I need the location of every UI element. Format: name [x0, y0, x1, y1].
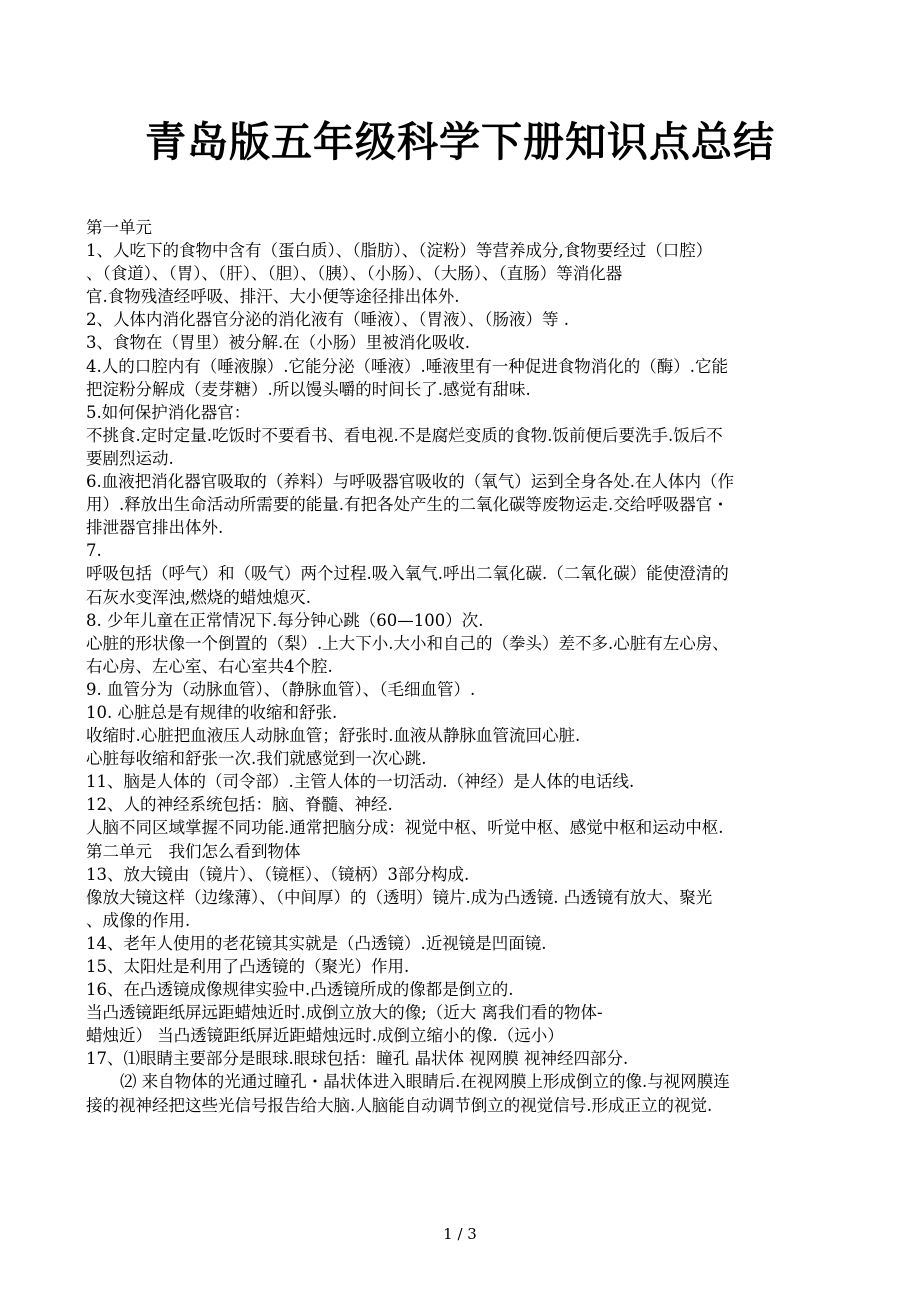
text-line: 收缩时.心脏把血液压人动脉血管；舒张时.血液从静脉血管流回心脏. — [86, 726, 581, 746]
text-line: 人脑不同区域掌握不同功能.通常把脑分成：视觉中枢、听觉中枢、感觉中枢和运动中枢. — [86, 818, 724, 838]
text-line: 接的视神经把这些光信号报告给大脑.人脑能自动调节倒立的视觉信号.形成正立的视觉. — [86, 1095, 713, 1115]
text-line: 官.食物残渣经呼吸、排汗、大小便等途径排出体外. — [86, 287, 460, 307]
text-line: 石灰水变浑浊,燃烧的蜡烛熄灭. — [86, 587, 311, 607]
text-line: ⑵ 来自物体的光通过瞳孔・晶状体进入眼睛后.在视网膜上形成倒立的像.与视网膜连 — [120, 1072, 730, 1092]
text-line: 16、在凸透镜成像规律实验中.凸透镜所成的像都是倒立的. — [86, 980, 514, 1000]
text-line: 蜡烛近） 当凸透镜距纸屏近距蜡烛远时.成倒立缩小的像.（远小） — [86, 1026, 564, 1046]
text-line: 17、⑴眼睛主要部分是眼球.眼球包括：瞳孔 晶状体 视网膜 视神经四部分. — [86, 1049, 629, 1069]
text-line: 6.血液把消化器官吸取的（养料）与呼吸器官吸收的（氧气）运到全身各处.在人体内（作 — [86, 472, 734, 492]
text-line: 第一单元 — [86, 218, 152, 237]
text-line: 、成像的作用. — [86, 910, 191, 930]
text-line: 1、人吃下的食物中含有（蛋白质）、（脂肪）、（淀粉）等营养成分,食物要经过（口腔） — [86, 241, 713, 261]
text-line: 5.如何保护消化器官： — [86, 402, 251, 422]
text-line: 心脏每收缩和舒张一次.我们就感觉到一次心跳. — [86, 749, 427, 769]
text-line: 排泄器官排出体外. — [86, 518, 224, 538]
text-line: 10. 心脏总是有规律的收缩和舒张. — [86, 702, 338, 722]
text-line: 8. 少年儿童在正常情况下.每分钟心跳（60—100）次. — [86, 610, 484, 630]
text-line: 右心房、左心室、右心室共4个腔. — [86, 656, 333, 676]
text-line: 不挑食.定时定量.吃饭时不要看书、看电视.不是腐烂变质的食物.饭前便后要洗手.饭后不 — [86, 425, 723, 445]
text-line: 11、脑是人体的（司令部）.主管人体的一切活动.（神经）是人体的电话线. — [86, 772, 635, 792]
text-line: 2、人体内消化器官分泌的消化液有（唾液）、（胃液）、（肠液）等 . — [86, 310, 569, 330]
text-line: 13、放大镜由（镜片）、（镜框）、（镜柄）3部分构成. — [86, 864, 470, 884]
document-title: 青岛版五年级科学下册知识点总结 — [145, 118, 775, 166]
text-line: 用）.释放出生命活动所需要的能量.有把各处产生的二氧化碳等废物运走.交给呼吸器官・ — [86, 495, 729, 515]
text-line: 9. 血管分为（动脉血管）、（静脉血管）、（毛细血管）. — [86, 679, 476, 699]
page-number: 1 / 3 — [443, 1225, 477, 1243]
text-line: 12、人的神经系统包括：脑、脊髓、神经. — [86, 795, 393, 815]
text-line: 要剧烈运动. — [86, 448, 174, 468]
text-line: 把淀粉分解成（麦芽糖）.所以馒头嚼的时间长了.感觉有甜味. — [86, 379, 531, 399]
section-heading: 第二单元 我们怎么看到物体 — [86, 841, 301, 861]
text-line: 4.人的口腔内有（唾液腺）.它能分泌（唾液）.唾液里有一种促进食物消化的（酶）.它能 — [86, 356, 728, 376]
text-line: 像放大镜这样（边缘薄）、（中间厚）的（透明）镜片.成为凸透镜. 凸透镜有放大、聚光 — [86, 887, 713, 907]
document-body — [86, 216, 836, 1117]
text-line: 当凸透镜距纸屏远距蜡烛近时.成倒立放大的像;（近大 离我们看的物体- — [86, 1003, 603, 1023]
text-line: 3、食物在（胃里）被分解.在（小肠）里被消化吸收. — [86, 333, 470, 353]
text-line: 呼吸包括（呼气）和（吸气）两个过程.吸入氧气.呼出二氧化碳.（二氧化碳）能使澄清的 — [86, 564, 729, 584]
text-line: 14、老年人使用的老花镜其实就是（凸透镜）.近视镜是凹面镜. — [86, 933, 547, 953]
text-line: 15、太阳灶是利用了凸透镜的（聚光）作用. — [86, 957, 410, 976]
text-line: 、（食道）、（胃）、（肝）、（胆）、（胰）、（小肠）、（大肠）、（直肠）等消化器 — [86, 264, 623, 284]
text-line: 7. — [86, 541, 102, 561]
text-line: 心脏的形状像一个倒置的（梨）.上大下小.大小和自己的（拳头）差不多.心脏有左心房、 — [86, 633, 729, 653]
